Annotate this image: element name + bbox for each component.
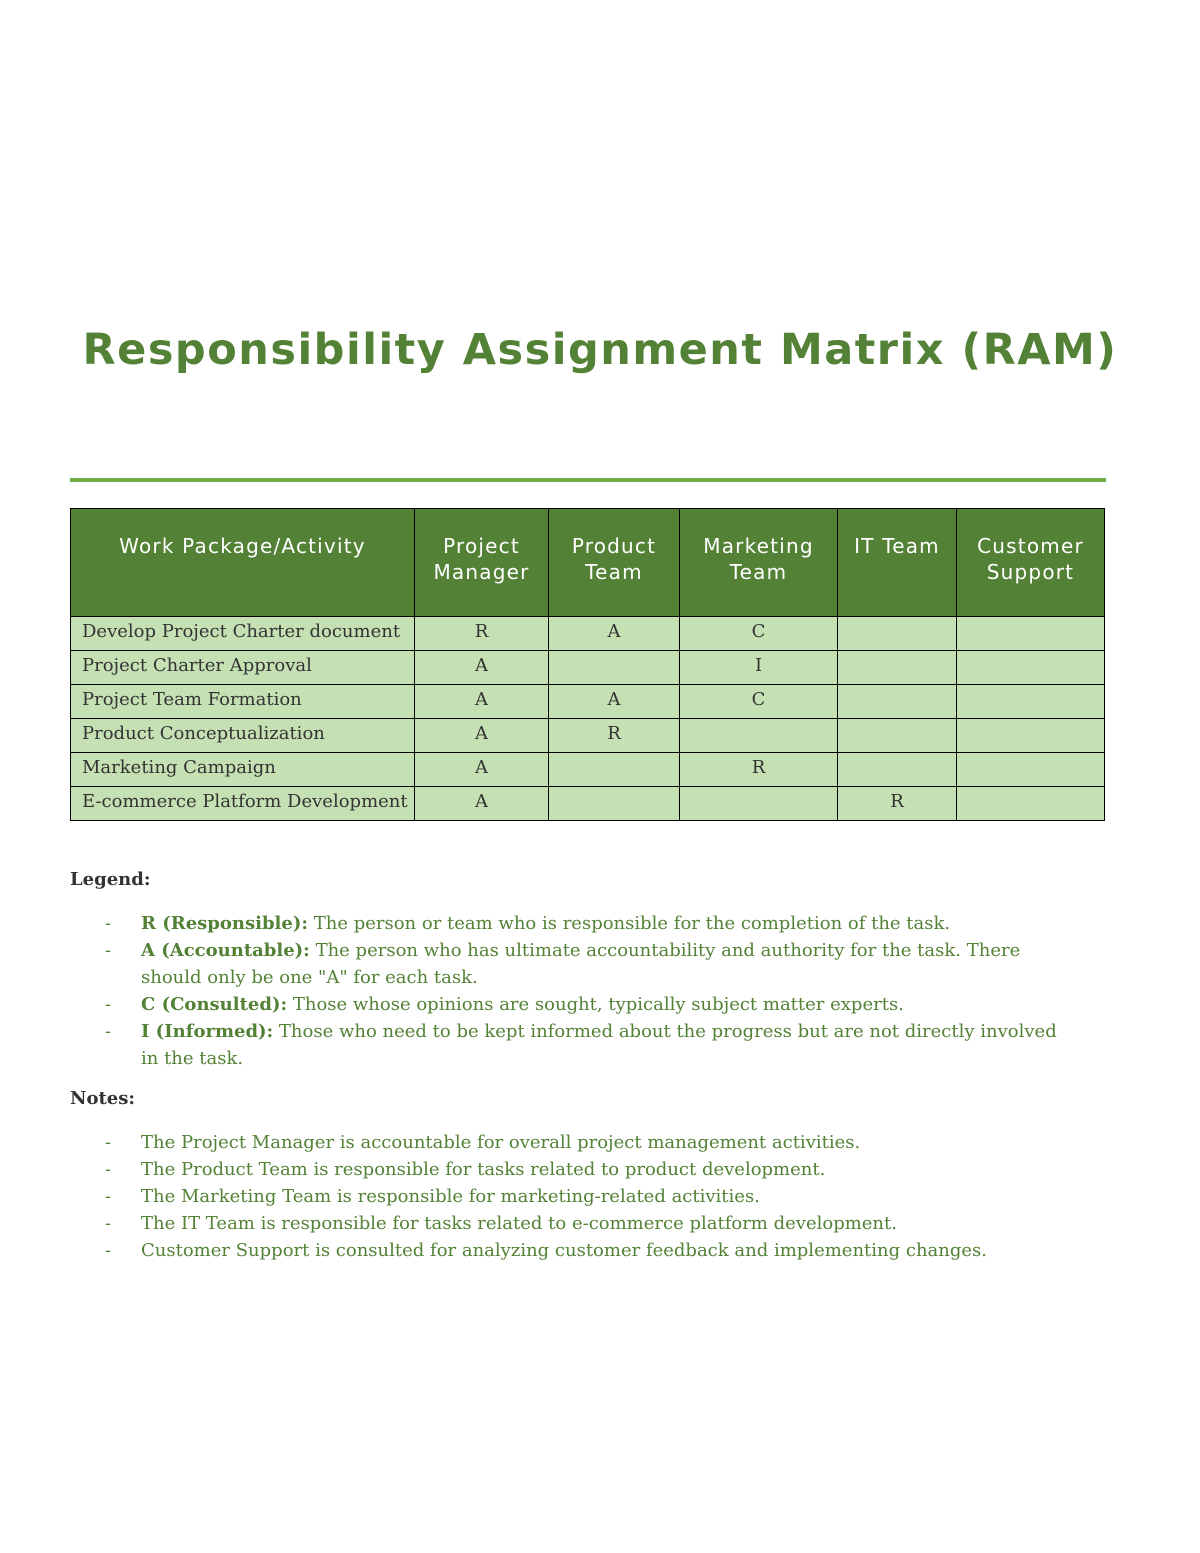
marketing-cell: C — [680, 617, 838, 651]
header-it-team: IT Team — [838, 509, 957, 617]
list-item — [70, 1156, 1070, 1183]
marketing-cell: R — [680, 753, 838, 787]
bullet-dash: - — [105, 1240, 112, 1261]
product-cell — [549, 753, 680, 787]
list-item — [70, 937, 1070, 991]
table-row — [71, 787, 1105, 821]
list-item — [70, 910, 1070, 937]
activity-cell: Develop Project Charter document — [71, 617, 415, 651]
legend-text: Those who need to be kept informed about the progress but are not directly involved in the task. — [141, 1021, 1057, 1069]
legend-text: The person or team who is responsible for the completion of the task. — [313, 913, 951, 934]
support-cell — [957, 617, 1105, 651]
header-marketing-team: Marketing Team — [680, 509, 838, 617]
it-cell — [838, 617, 957, 651]
note-text: The IT Team is responsible for tasks related to e-commerce platform development. — [141, 1213, 897, 1234]
list-item — [70, 1237, 1070, 1264]
support-cell — [957, 651, 1105, 685]
bullet-dash: - — [105, 940, 112, 961]
pm-cell: A — [415, 719, 549, 753]
note-text: The Marketing Team is responsible for marketing-related activities. — [141, 1186, 760, 1207]
list-item — [70, 1129, 1070, 1156]
bullet-dash: - — [105, 1159, 112, 1180]
pm-cell: A — [415, 787, 549, 821]
legend-section — [70, 868, 1070, 1072]
ram-table — [70, 508, 1105, 821]
list-item — [70, 1210, 1070, 1237]
support-cell — [957, 753, 1105, 787]
activity-cell: Product Conceptualization — [71, 719, 415, 753]
activity-cell: Project Charter Approval — [71, 651, 415, 685]
it-cell — [838, 753, 957, 787]
bullet-dash: - — [105, 1132, 112, 1153]
legend-list — [70, 910, 1070, 1072]
table-row — [71, 753, 1105, 787]
notes-section — [70, 1087, 1070, 1264]
marketing-cell — [680, 787, 838, 821]
marketing-cell: C — [680, 685, 838, 719]
legend-heading: Legend: — [70, 869, 151, 890]
list-item — [70, 1018, 1070, 1072]
bullet-dash: - — [105, 994, 112, 1015]
pm-cell: A — [415, 685, 549, 719]
table-row — [71, 685, 1105, 719]
note-text: Customer Support is consulted for analyzing customer feedback and implementing changes. — [141, 1240, 987, 1261]
support-cell — [957, 685, 1105, 719]
table-row — [71, 617, 1105, 651]
pm-cell: R — [415, 617, 549, 651]
header-customer-support: Customer Support — [957, 509, 1105, 617]
pm-cell: A — [415, 753, 549, 787]
table-header-row — [71, 509, 1105, 617]
product-cell — [549, 651, 680, 685]
it-cell — [838, 685, 957, 719]
bullet-dash: - — [105, 1213, 112, 1234]
it-cell — [838, 651, 957, 685]
product-cell — [549, 787, 680, 821]
activity-cell: Marketing Campaign — [71, 753, 415, 787]
list-item — [70, 991, 1070, 1018]
bullet-dash: - — [105, 1021, 112, 1042]
activity-cell: E-commerce Platform Development — [71, 787, 415, 821]
notes-list — [70, 1129, 1070, 1264]
notes-heading: Notes: — [70, 1088, 136, 1109]
table-row — [71, 651, 1105, 685]
marketing-cell — [680, 719, 838, 753]
legend-term: I (Informed): — [141, 1021, 274, 1042]
header-activity: Work Package/Activity — [71, 509, 415, 617]
table-row — [71, 719, 1105, 753]
legend-term: R (Responsible): — [141, 913, 308, 934]
pm-cell: A — [415, 651, 549, 685]
list-item — [70, 1183, 1070, 1210]
page-title: Responsibility Assignment Matrix (RAM) — [82, 325, 1118, 375]
legend-text: Those whose opinions are sought, typically subject matter experts. — [292, 994, 904, 1015]
header-project-manager: Project Manager — [415, 509, 549, 617]
legend-term: C (Consulted): — [141, 994, 288, 1015]
product-cell: A — [549, 685, 680, 719]
support-cell — [957, 719, 1105, 753]
legend-term: A (Accountable): — [141, 940, 310, 961]
note-text: The Product Team is responsible for tasks related to product development. — [141, 1159, 826, 1180]
marketing-cell: I — [680, 651, 838, 685]
legend-text: The person who has ultimate accountability and authority for the task. There should only be one "A" for each task. — [141, 940, 1021, 988]
it-cell — [838, 719, 957, 753]
it-cell: R — [838, 787, 957, 821]
note-text: The Project Manager is accountable for overall project management activities. — [141, 1132, 861, 1153]
activity-cell: Project Team Formation — [71, 685, 415, 719]
header-product-team: Product Team — [549, 509, 680, 617]
bullet-dash: - — [105, 1186, 112, 1207]
bullet-dash: - — [105, 913, 112, 934]
title-divider — [70, 478, 1106, 482]
product-cell: A — [549, 617, 680, 651]
product-cell: R — [549, 719, 680, 753]
support-cell — [957, 787, 1105, 821]
